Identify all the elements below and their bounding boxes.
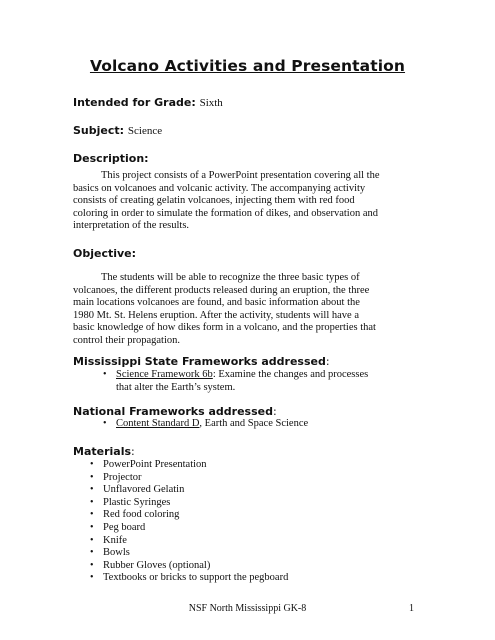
page-number: 1 — [409, 603, 414, 614]
subject-row — [73, 124, 162, 137]
bullet-icon: • — [103, 418, 107, 429]
objective-line: The students will be able to recognize the three basic types of — [101, 272, 360, 283]
material-item: Bowls — [103, 547, 130, 559]
bullet-icon: • — [90, 484, 94, 496]
national-frameworks-colon: : — [272, 405, 277, 418]
bullet-icon: • — [90, 521, 94, 533]
list-item — [90, 509, 288, 522]
subject-colon: : — [119, 124, 125, 137]
list-item — [90, 484, 288, 497]
objective-heading: Objective: — [73, 247, 137, 260]
list-item — [103, 369, 369, 382]
national-frameworks-heading — [73, 405, 277, 418]
description-line: consists of creating gelatin volcanoes, injecting them with red food — [73, 195, 355, 207]
grade-colon: : — [191, 96, 196, 109]
bullet-icon: • — [90, 534, 94, 546]
materials-heading-text: Materials — [73, 445, 132, 458]
national-framework-text: , Earth and Space Science — [199, 418, 309, 429]
list-item — [90, 547, 288, 560]
national-frameworks-heading-text: National Frameworks addressed — [73, 405, 273, 418]
materials-heading — [73, 445, 135, 458]
material-item: Rubber Gloves (optional) — [103, 559, 211, 571]
ms-frameworks-list — [103, 369, 369, 394]
description-line: basics on volcanoes and volcanic activity. The accompanying activity — [73, 182, 366, 194]
grade-value: Sixth — [199, 97, 223, 109]
material-item: Projector — [103, 471, 142, 483]
objective-line: volcanoes, the different products released during an eruption, the three — [73, 284, 370, 296]
content-standard-link[interactable]: Content Standard D — [116, 418, 200, 429]
footer-text: NSF North Mississippi GK-8 — [188, 603, 307, 614]
grade-row — [73, 96, 223, 109]
subject-label: Subject — [73, 124, 120, 137]
material-item: PowerPoint Presentation — [103, 459, 207, 470]
page-title: Volcano Activities and Presentation — [89, 57, 406, 75]
grade-label: Intended for Grade — [73, 96, 192, 109]
material-item: Plastic Syringes — [103, 496, 171, 508]
objective-line: basic knowledge of how dikes form in a volcano, and the properties that — [73, 322, 376, 334]
subject-value: Science — [127, 125, 163, 137]
ms-framework-text-cont: that alter the Earth’s system. — [116, 381, 236, 393]
description-line: interpretation of the results. — [73, 220, 190, 232]
objective-line: main locations volcanoes are found, and basic information about the — [73, 297, 360, 309]
list-item — [90, 471, 288, 485]
description-heading: Description: — [73, 152, 149, 165]
list-item — [90, 521, 288, 535]
objective-line: 1980 Mt. St. Helens eruption. After the activity, students will have a — [73, 309, 359, 321]
list-item — [90, 572, 289, 585]
ms-frameworks-colon: : — [325, 355, 330, 368]
list-item — [103, 418, 309, 431]
list-item — [90, 459, 288, 472]
list-item — [90, 496, 288, 510]
bullet-icon: • — [90, 572, 94, 584]
description-line: coloring in order to simulate the formation of dikes, and observation and — [73, 207, 379, 219]
national-frameworks-list — [103, 418, 309, 431]
bullet-icon: • — [90, 459, 94, 470]
material-item: Peg board — [103, 521, 146, 533]
material-item: Textbooks or bricks to support the pegboard — [103, 572, 289, 584]
objective-paragraph — [73, 272, 419, 348]
bullet-icon: • — [90, 496, 94, 508]
ms-frameworks-heading-text: Mississippi State Frameworks addressed — [73, 355, 326, 368]
science-framework-link[interactable]: Science Framework 6b — [116, 369, 213, 380]
list-item — [90, 534, 288, 548]
material-item: Knife — [103, 534, 127, 546]
description-paragraph — [73, 170, 419, 233]
bullet-icon: • — [90, 509, 94, 521]
list-item — [90, 559, 288, 573]
materials-list — [90, 459, 289, 585]
ms-frameworks-heading — [73, 355, 330, 368]
bullet-icon: • — [103, 369, 107, 380]
bullet-icon: • — [90, 559, 94, 571]
objective-line: control their propagation. — [73, 334, 181, 346]
ms-framework-text: : Examine the changes and processes — [212, 369, 369, 380]
list-item-continuation — [116, 382, 368, 395]
bullet-icon: • — [90, 547, 94, 559]
bullet-icon: • — [90, 471, 94, 483]
materials-colon: : — [131, 445, 135, 458]
material-item: Unflavored Gelatin — [103, 484, 185, 496]
description-line: This project consists of a PowerPoint presentation covering all the — [101, 170, 380, 181]
material-item: Red food coloring — [103, 509, 180, 521]
